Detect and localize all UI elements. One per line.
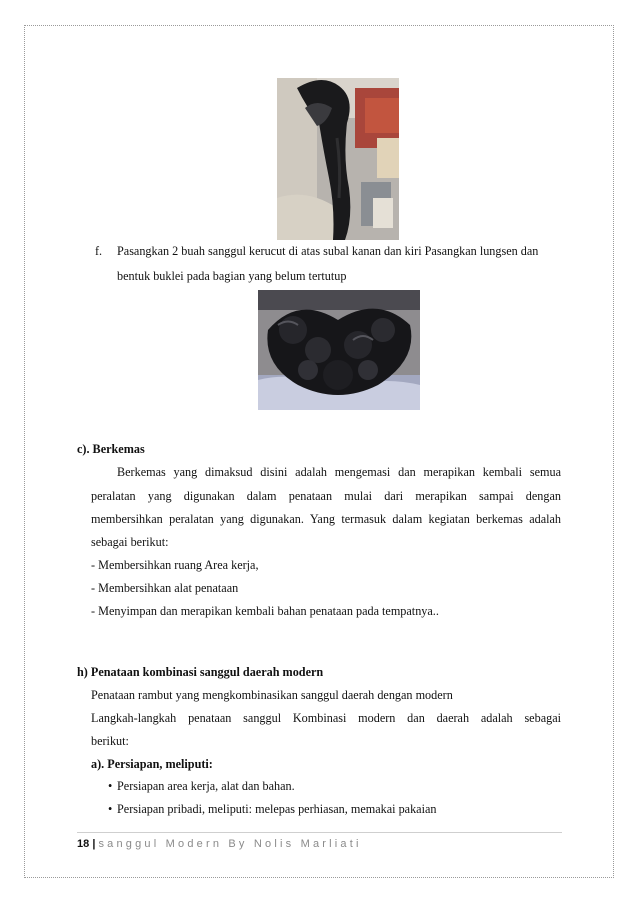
- section-c-item: - Menyimpan dan merapikan kembali bahan penataan pada tempatnya..: [91, 604, 439, 618]
- bullet-item: [108, 801, 436, 817]
- section-c-item: - Membersihkan ruang Area kerja,: [91, 558, 259, 572]
- step-f-line-1: Pasangkan 2 buah sanggul kerucut di atas subal kanan dan kiri Pasangkan lungsen dan: [117, 244, 539, 258]
- footer-title: sanggul Modern By Nolis Marliati: [98, 838, 362, 850]
- hair-photo-bun-result: [258, 290, 420, 410]
- bullet-text: Persiapan area kerja, alat dan bahan.: [117, 779, 295, 793]
- bullet-icon: •: [108, 802, 113, 816]
- section-c-paragraph-line-2: peralatan yang digunakan dalam penataan mulai dari merapikan sampai dengan: [91, 489, 561, 503]
- bullet-text: Persiapan pribadi, meliputi: melepas perhiasan, memakai pakaian: [117, 802, 437, 816]
- hair-photo-side-view: [277, 78, 399, 240]
- bullet-item: [108, 778, 295, 794]
- footer-divider: [77, 832, 562, 833]
- section-c-paragraph-line-1: Berkemas yang dimaksud disini adalah mengemasi dan merapikan kembali semua: [117, 465, 561, 479]
- page-footer: [77, 838, 362, 850]
- section-c-item: - Membersihkan alat penataan: [91, 581, 239, 595]
- bullet-icon: •: [108, 779, 113, 793]
- section-h-steps-line-1: Langkah-langkah penataan sanggul Kombinasi modern dan daerah adalah sebagai: [91, 711, 561, 725]
- step-f-line-2: bentuk buklei pada bagian yang belum tertutup: [117, 269, 347, 283]
- section-h-intro: Penataan rambut yang mengkombinasikan sanggul daerah dengan modern: [91, 688, 453, 702]
- step-f-marker: f.: [95, 244, 103, 258]
- footer-separator: |: [92, 838, 96, 850]
- section-h-steps-line-2: berikut:: [91, 734, 129, 748]
- page-number: 18: [77, 838, 90, 850]
- section-h-sub-heading: a). Persiapan, meliputi:: [91, 757, 213, 771]
- section-c-heading: c). Berkemas: [77, 442, 145, 456]
- section-c-paragraph-line-3: membersihkan peralatan yang digunakan. Yang termasuk dalam kegiatan berkemas adalah: [91, 512, 561, 526]
- section-h-heading: h) Penataan kombinasi sanggul daerah modern: [77, 665, 324, 679]
- section-c-paragraph-last: sebagai berikut:: [91, 535, 169, 549]
